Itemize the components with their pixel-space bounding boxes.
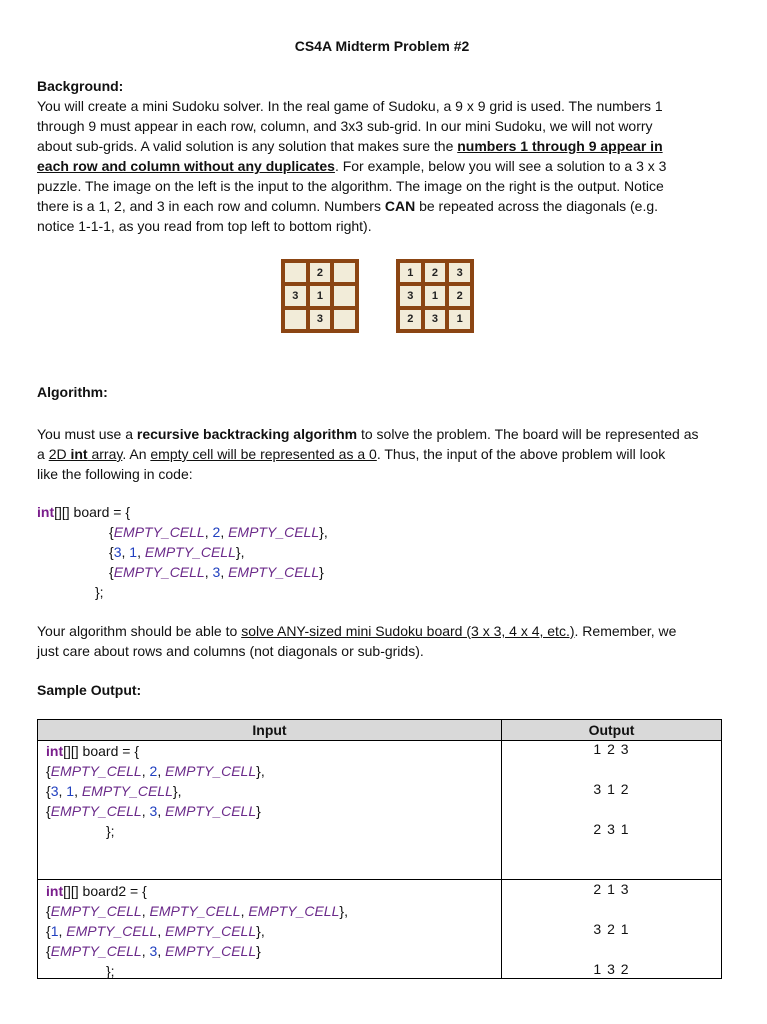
sample-heading: Sample Output: xyxy=(37,682,142,698)
table-row: {EMPTY_CELL, 3, EMPTY_CELL} xyxy=(46,943,261,959)
table-row: {EMPTY_CELL, 2, EMPTY_CELL}, xyxy=(46,763,265,779)
code-close: }; xyxy=(95,584,104,600)
grid-cell: 1 xyxy=(425,286,446,305)
bg-line-6: there is a 1, 2, and 3 in each row and column. Numbers CAN be repeated across the diagonals (e.g. xyxy=(37,198,659,214)
emphasis-numbers: numbers 1 through 9 appear in xyxy=(457,138,663,154)
grid-cell: 2 xyxy=(400,310,421,329)
sudoku-output-grid xyxy=(396,259,474,333)
bg-line-5: puzzle. The image on the left is the input to the algorithm. The image on the right is the output. Notice xyxy=(37,178,664,194)
grid-cell: 2 xyxy=(449,286,470,305)
emphasis-any-size: solve ANY-sized mini Sudoku board (3 x 3, 4 x 4, etc.) xyxy=(241,623,575,639)
table-header-output: Output xyxy=(502,720,721,741)
table-divider xyxy=(38,879,721,880)
grid-cell: 1 xyxy=(310,286,331,305)
table-header-input: Input xyxy=(38,720,501,741)
code-row: {3, 1, EMPTY_CELL}, xyxy=(109,544,245,560)
sample-table xyxy=(37,719,722,979)
page-title: CS4A Midterm Problem #2 xyxy=(294,38,470,54)
table-row: int[][] board2 = { xyxy=(46,883,147,899)
emphasis-no-duplicates: each row and column without any duplicates xyxy=(37,158,335,174)
grid-cell xyxy=(334,286,355,305)
table-row: {3, 1, EMPTY_CELL}, xyxy=(46,783,182,799)
table-row: {EMPTY_CELL, 3, EMPTY_CELL} xyxy=(46,803,261,819)
table-divider xyxy=(501,720,502,978)
grid-cell xyxy=(334,263,355,282)
code-declaration: int[][] board = { xyxy=(37,504,130,520)
output-line: 3 2 1 xyxy=(593,921,630,937)
output-line: 2 3 1 xyxy=(593,821,630,837)
output-line: 3 1 2 xyxy=(593,781,630,797)
algorithm-heading: Algorithm: xyxy=(37,384,108,400)
bg-line-1: You will create a mini Sudoku solver. In the real game of Sudoku, a 9 x 9 grid is used. The numbers 1 xyxy=(37,98,663,114)
grid-cell: 2 xyxy=(425,263,446,282)
sudoku-input-grid xyxy=(281,259,359,333)
emphasis-can: CAN xyxy=(384,198,416,214)
emphasis-2d-array: 2D int array xyxy=(48,446,123,462)
grid-cell: 3 xyxy=(310,310,331,329)
background-paragraph xyxy=(37,96,727,236)
grid-cell: 3 xyxy=(400,286,421,305)
background-heading: Background: xyxy=(37,78,124,94)
output-line: 1 2 3 xyxy=(593,741,630,757)
grid-cell: 3 xyxy=(449,263,470,282)
table-row: }; xyxy=(106,823,115,839)
code-row: {EMPTY_CELL, 3, EMPTY_CELL} xyxy=(109,564,324,580)
grid-cell: 3 xyxy=(285,286,306,305)
emphasis-recursive: recursive backtracking algorithm xyxy=(136,426,358,442)
bg-line-3: about sub-grids. A valid solution is any solution that makes sure the numbers 1 through 9 appear in xyxy=(37,138,663,154)
grid-cell: 2 xyxy=(310,263,331,282)
table-row: }; xyxy=(106,963,115,979)
grid-cell xyxy=(285,263,306,282)
grid-cell xyxy=(334,310,355,329)
code-row: {EMPTY_CELL, 2, EMPTY_CELL}, xyxy=(109,524,328,540)
table-row: {1, EMPTY_CELL, EMPTY_CELL}, xyxy=(46,923,265,939)
grid-cell: 1 xyxy=(449,310,470,329)
bg-line-4: each row and column without any duplicates. For example, below you will see a solution to a 3 x 3 xyxy=(37,158,667,174)
algorithm-paragraph: You must use a recursive backtracking algorithm to solve the problem. The board will be represented as a 2D int array. An empty cell will be represented as a 0. Thus, the input of the above problem will look like the following in code: xyxy=(37,426,699,482)
grid-cell: 1 xyxy=(400,263,421,282)
bg-line-7: notice 1-1-1, as you read from top left to bottom right). xyxy=(37,218,372,234)
table-row: int[][] board = { xyxy=(46,743,139,759)
output-line: 2 1 3 xyxy=(593,881,630,897)
grid-cell: 3 xyxy=(425,310,446,329)
grid-cell xyxy=(285,310,306,329)
bg-line-2: through 9 must appear in each row, column, and 3x3 sub-grid. In our mini Sudoku, we will not worry xyxy=(37,118,653,134)
note-paragraph: Your algorithm should be able to solve ANY-sized mini Sudoku board (3 x 3, 4 x 4, etc.). Remember, we just care about rows and columns (not diagonals or sub-grids). xyxy=(37,623,677,659)
output-line: 1 3 2 xyxy=(593,961,630,977)
emphasis-empty-cell: empty cell will be represented as a 0 xyxy=(150,446,377,462)
table-row: {EMPTY_CELL, EMPTY_CELL, EMPTY_CELL}, xyxy=(46,903,348,919)
